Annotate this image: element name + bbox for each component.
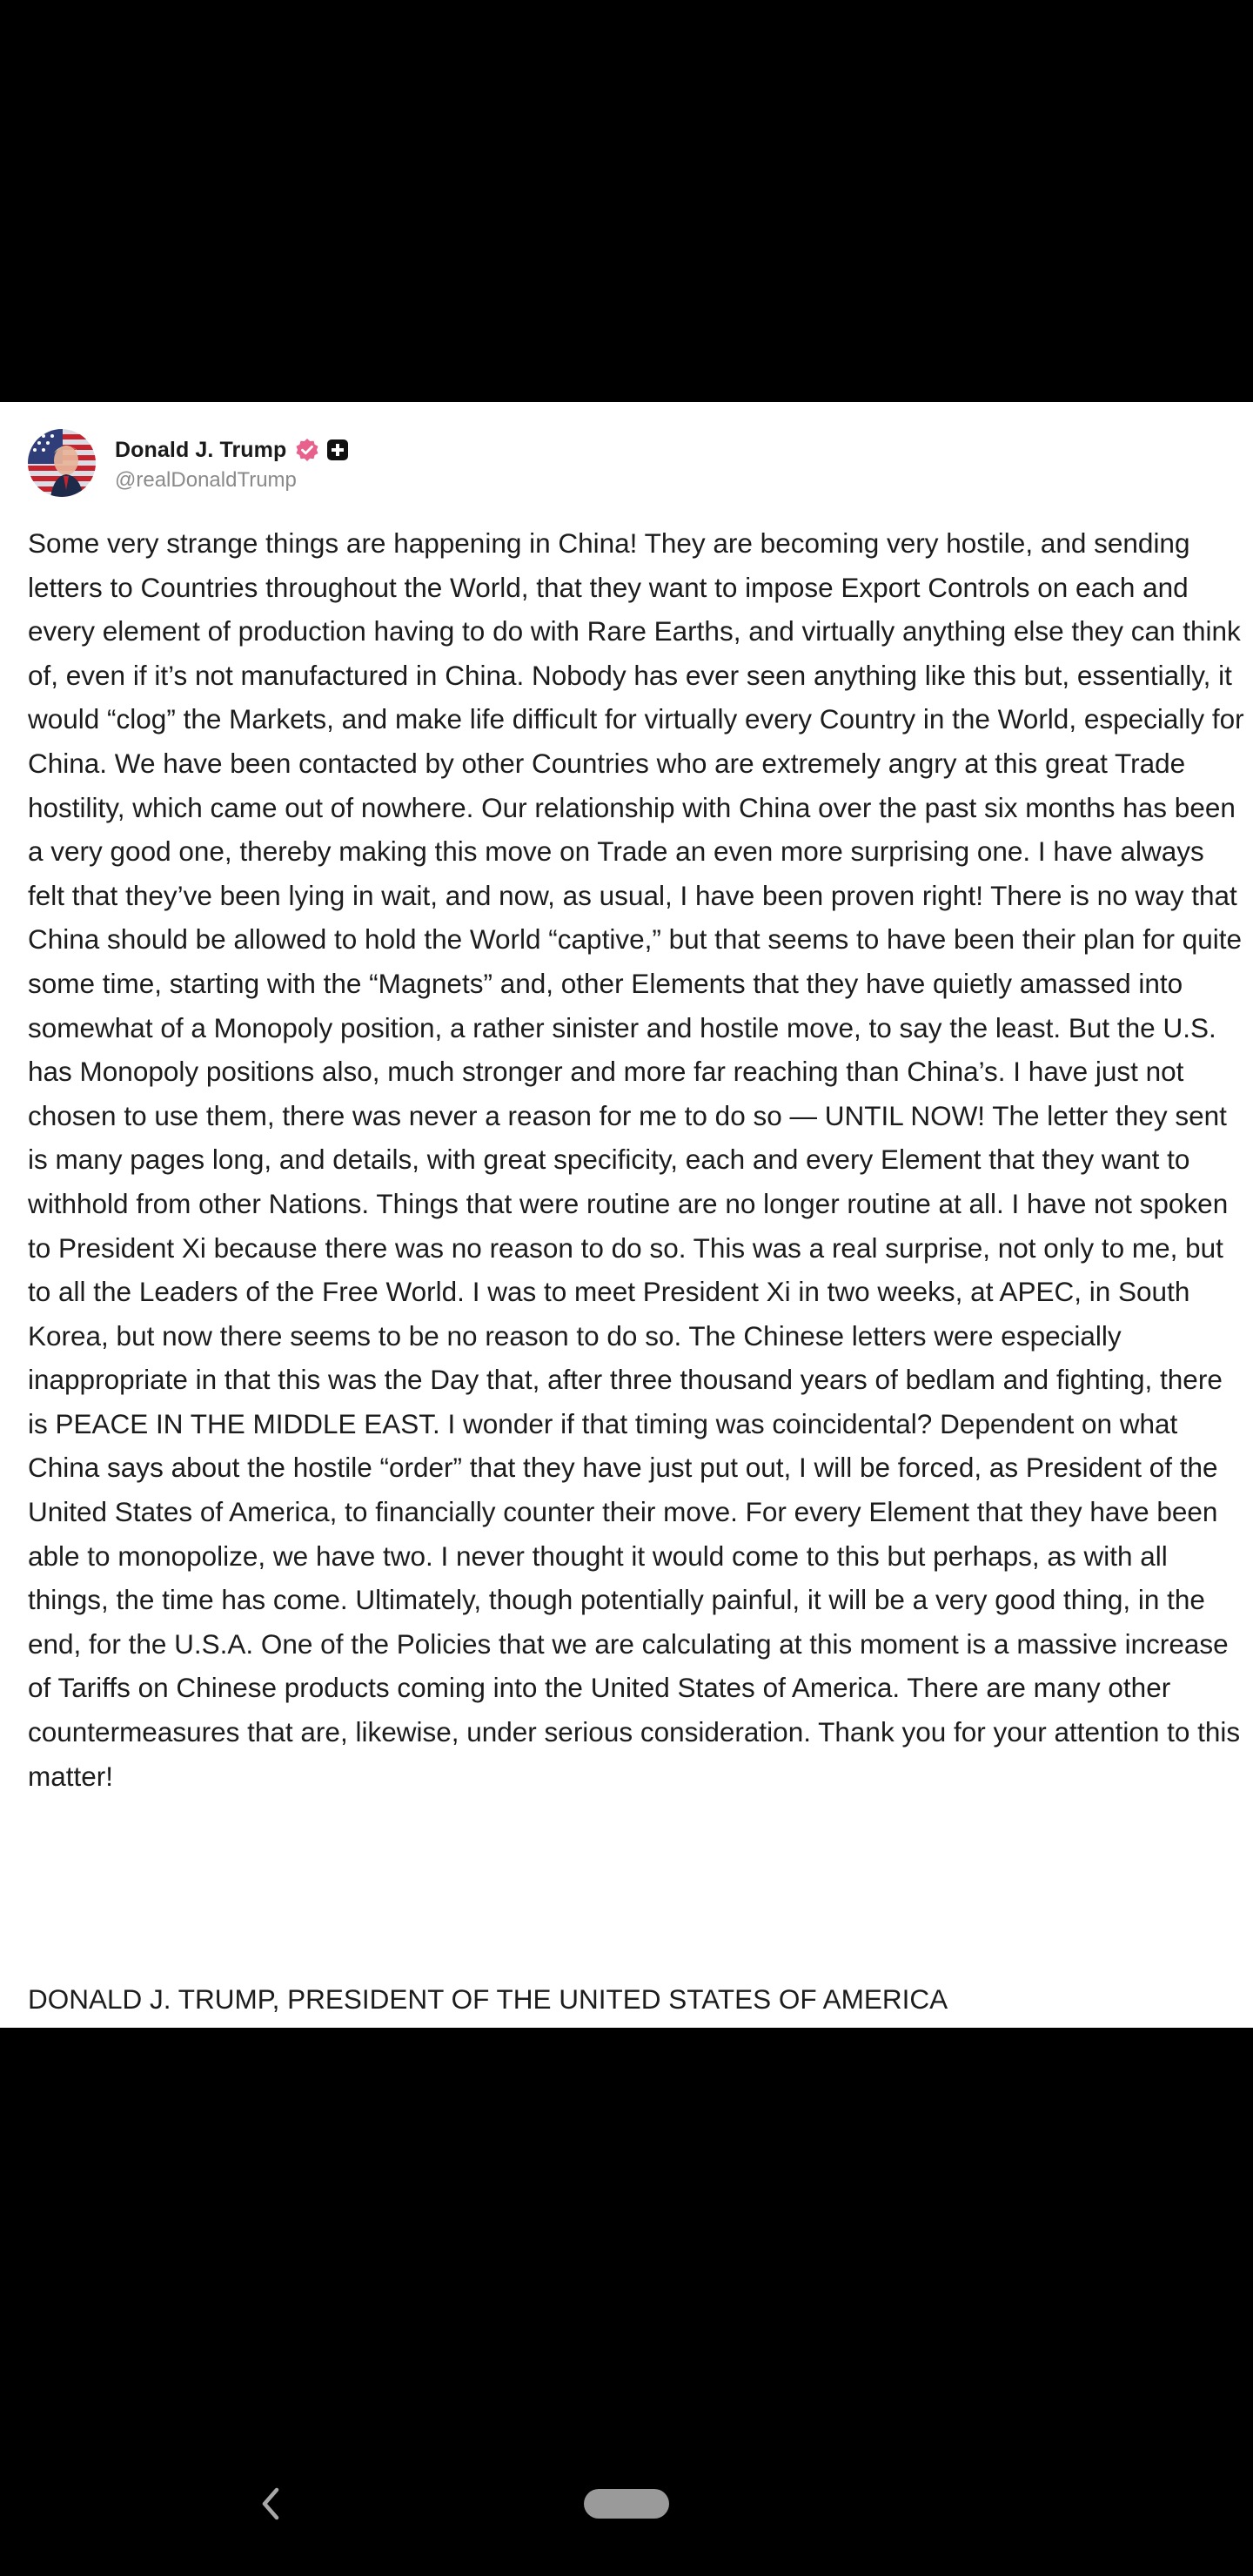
flag-portrait-avatar[interactable] [28, 429, 96, 497]
author-handle[interactable]: @realDonaldTrump [115, 468, 297, 492]
post-signature: DONALD J. TRUMP, PRESIDENT OF THE UNITED STATES OF AMERICA [28, 1983, 948, 2015]
post-header [28, 426, 349, 500]
top-black-area [0, 0, 1253, 402]
verified-badge-icon [295, 438, 319, 462]
home-pill-icon[interactable] [584, 2489, 669, 2519]
author-name-block [115, 433, 349, 493]
author-name-row [115, 433, 349, 466]
avatar-image [28, 429, 96, 497]
plus-badge-icon [326, 439, 349, 461]
system-navigation-bar [0, 2437, 1253, 2576]
author-display-name[interactable]: Donald J. Trump [115, 437, 287, 462]
post-card [0, 402, 1253, 2028]
post-body-text: Some very strange things are happening in China! They are becoming very hostile, and sending letters to Countries throughout the World, that they want to impose Export Controls on each and every element of production having to do with Rare Earths, and virtually anything else they can think of, even if it’s not manufactured in China. Nobody has ever seen anything like this but, essentially, it would “clog” the Markets, and make life difficult for virtually every Country in the World, especially for China. We have been contacted by other Countries who are extremely angry at this great Trade hostility, which came out of nowhere. Our relationship with China over the past six months has been a very good one, thereby making this move on Trade an even more surprising one. I have always felt that they’ve been lying in wait, and now, as usual, I have been proven right! There is no way that China should be allowed to hold the World “captive,” but that seems to have been their plan for quite some time, starting with the “Magnets” and, other Elements that they have quietly amassed into somewhat of a Monopoly position, a rather sinister and hostile move, to say the least. But the U.S. has Monopoly positions also, much stronger and more far reaching than China’s. I have just not chosen to use them, there was never a reason for me to do so — UNTIL NOW! The letter they sent is many pages long, and details, with great specificity, each and every Element that they want to withhold from other Nations. Things that were routine are no longer routine at all. I have not spoken to President Xi because there was no reason to do so. This was a real surprise, not only to me, but to all the Leaders of the Free World. I was to meet President Xi in two weeks, at APEC, in South Korea, but now there seems to be no reason to do so. The Chinese letters were especially inappropriate in that this was the Day that, after three thousand years of bedlam and fighting, there is PEACE IN THE MIDDLE EAST. I wonder if that timing was coincidental? Dependent on what China says about the hostile “order” that they have just put out, I will be forced, as President of the United States of America, to financially counter their move. For every Element that they have been able to monopolize, we have two. I never thought it would come to this but perhaps, as with all things, the time has come. Ultimately, though potentially painful, it will be a very good thing, in the end, for the U.S.A. One of the Policies that we are calculating at this moment is a massive increase of Tariffs on Chinese products coming into the United States of America. There are many other countermeasures that are, likewise, under serious consideration. Thank you for your attention to this matter! [28, 527, 1252, 1792]
chevron-left-icon[interactable] [252, 2482, 289, 2526]
